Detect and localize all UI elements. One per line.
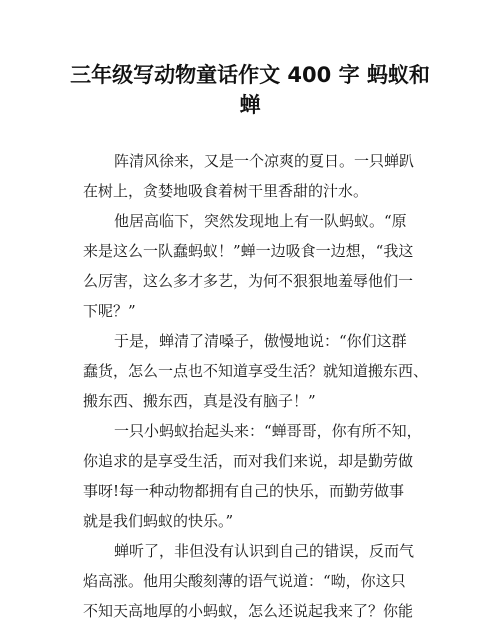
paragraph-2: [83, 206, 443, 326]
title-line: 三年级写动物童话作文 400 字 蚂蚁和: [70, 63, 430, 87]
paragraph-4: [83, 416, 443, 536]
paragraph-line: 于是，蝉清了清嗓子，傲慢地说：“你们这群: [114, 332, 407, 350]
paragraph-line: 蠢货，怎么一点也不知道享受生活？就知道搬东西、: [83, 362, 429, 380]
paragraph-line: 他居高临下，突然发现地上有一队蚂蚁。“原: [114, 212, 407, 230]
paragraph-5: [83, 536, 443, 626]
paragraph-line: 阵清风徐来，又是一个凉爽的夏日。一只蝉趴: [114, 152, 415, 170]
paragraph-line: 搬东西、搬东西，真是没有脑子！”: [83, 392, 316, 410]
paragraph-3: [83, 326, 443, 416]
paragraph-line: 不知天高地厚的小蚂蚁，怎么还说起我来了？你能: [83, 602, 414, 620]
paragraph-line: 你追求的是享受生活，而对我们来说，却是勤劳做: [83, 452, 414, 470]
paragraph-line: 蝉听了，非但没有认识到自己的错误，反而气: [114, 542, 415, 560]
paragraph-line: 一只小蚂蚁抬起头来：“蝉哥哥，你有所不知，: [114, 422, 422, 440]
paragraph-line: 么厉害，这么多才多艺，为何不狠狠地羞辱他们一: [83, 272, 414, 290]
document-title: [70, 60, 430, 120]
paragraph-line: 来是这么一队蠢蚂蚁！”蝉一边吸食一边想，“我这: [83, 242, 414, 260]
title-line: 蝉: [239, 93, 261, 117]
paragraph-line: 在树上，贪婪地吸食着树干里香甜的汁水。: [83, 182, 369, 200]
paragraph-line: 事呀!每一种动物都拥有自己的快乐，而勤劳做事: [83, 482, 405, 500]
paragraph-line: 就是我们蚂蚁的快乐。”: [83, 512, 234, 530]
paragraph-1: [83, 146, 443, 206]
paragraph-line: 下呢？”: [83, 302, 136, 320]
document-body: [83, 146, 443, 626]
paragraph-line: 焰高涨。他用尖酸刻薄的语气说道：“呦，你这只: [83, 572, 406, 590]
